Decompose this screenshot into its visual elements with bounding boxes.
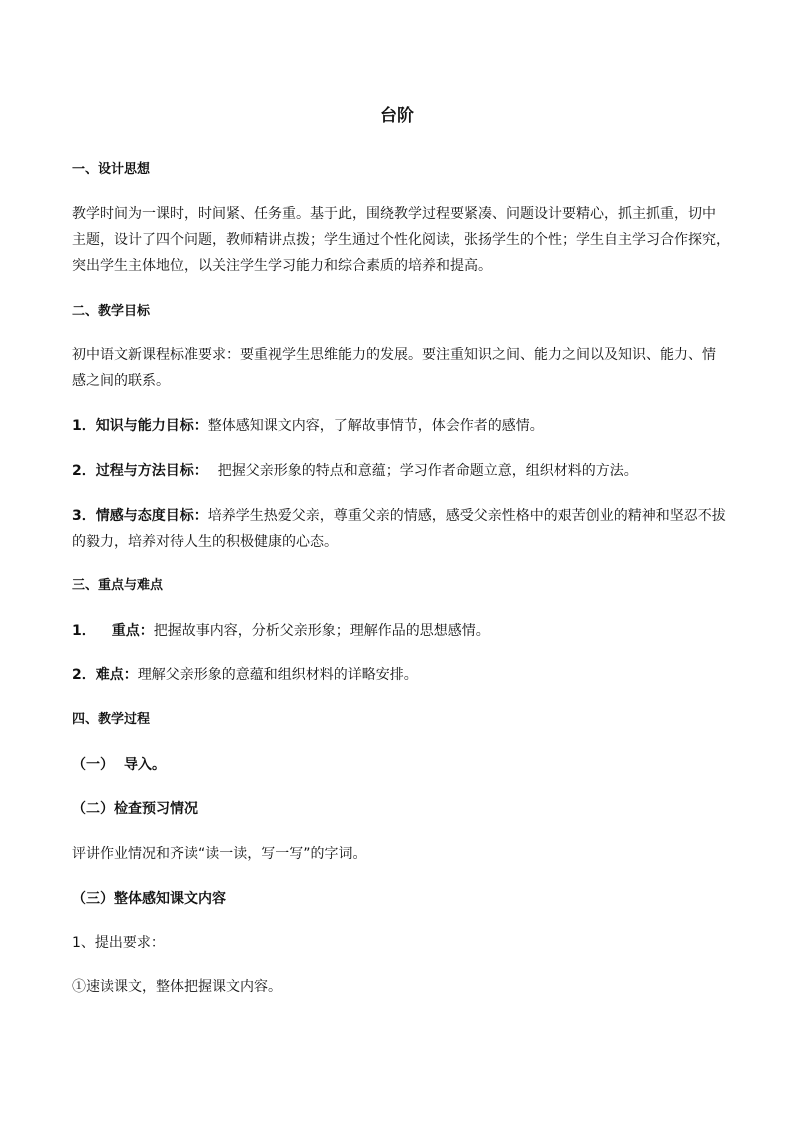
goal-text: 把握父亲形象的特点和意蕴；学习作者命题立意，组织材料的方法。 [217, 463, 638, 479]
step-number: （一） [72, 757, 114, 773]
paragraph-line: 突出学生主体地位，以关注学生学习能力和综合素质的培养和提高。 [72, 258, 492, 274]
step-overall-perception: （三）整体感知课文内容 [72, 891, 226, 907]
goal-process-method [72, 461, 732, 481]
step-text: 导入。 [124, 757, 166, 773]
section-heading-design-idea: 一、设计思想 [72, 162, 151, 177]
item-label: 2．难点： [72, 667, 138, 683]
item-text: 把握故事内容，分析父亲形象；理解作品的思想感情。 [153, 623, 490, 639]
list-subitem: ①速读课文，整体把握课文内容。 [72, 979, 282, 995]
item-label: 重点： [111, 623, 154, 639]
paragraph-line: 评讲作业情况和齐读“读一读，写一写”的字词。 [72, 846, 367, 862]
goal-text: 培养学生热爱父亲，尊重父亲的情感，感受父亲性格中的艰苦创业的精神和坚忍不拔 [207, 508, 726, 524]
document-title: 台阶 [380, 106, 414, 126]
goal-emotion-attitude [72, 506, 732, 526]
goal-label: 2．过程与方法目标： [72, 463, 208, 479]
section-heading-teaching-process: 四、教学过程 [72, 712, 151, 727]
difficulty-item [72, 665, 732, 685]
section-heading-teaching-goals: 二、教学目标 [72, 304, 151, 319]
paragraph-line: 的毅力，培养对待人生的积极健康的心态。 [72, 534, 338, 550]
item-text: 理解父亲形象的意蕴和组织材料的详略安排。 [137, 667, 418, 683]
section-heading-key-points: 三、重点与难点 [72, 578, 164, 593]
step-preview-check: （二）检查预习情况 [72, 801, 198, 817]
paragraph-line: 初中语文新课程标准要求：要重视学生思维能力的发展。要注重知识之间、能力之间以及知识、能力、情 [72, 347, 716, 363]
goal-label: 3．情感与态度目标： [72, 508, 208, 524]
goal-knowledge-ability [72, 416, 732, 436]
key-point-item [72, 621, 732, 641]
paragraph-line: 教学时间为一课时，时间紧、任务重。基于此，围绕教学过程要紧凑、问题设计要精心，抓主抓重，切中 [72, 206, 716, 222]
goal-text: 整体感知课文内容，了解故事情节，体会作者的感情。 [207, 418, 544, 434]
paragraph-line: 感之间的联系。 [72, 373, 170, 389]
item-number: 1． [72, 623, 96, 639]
list-item: 1、提出要求： [72, 935, 165, 951]
step-introduction [72, 755, 732, 775]
paragraph-line: 主题，设计了四个问题，教师精讲点拨；学生通过个性化阅读，张扬学生的个性；学生自主学习合作探究， [72, 232, 730, 248]
goal-label: 1．知识与能力目标： [72, 418, 208, 434]
